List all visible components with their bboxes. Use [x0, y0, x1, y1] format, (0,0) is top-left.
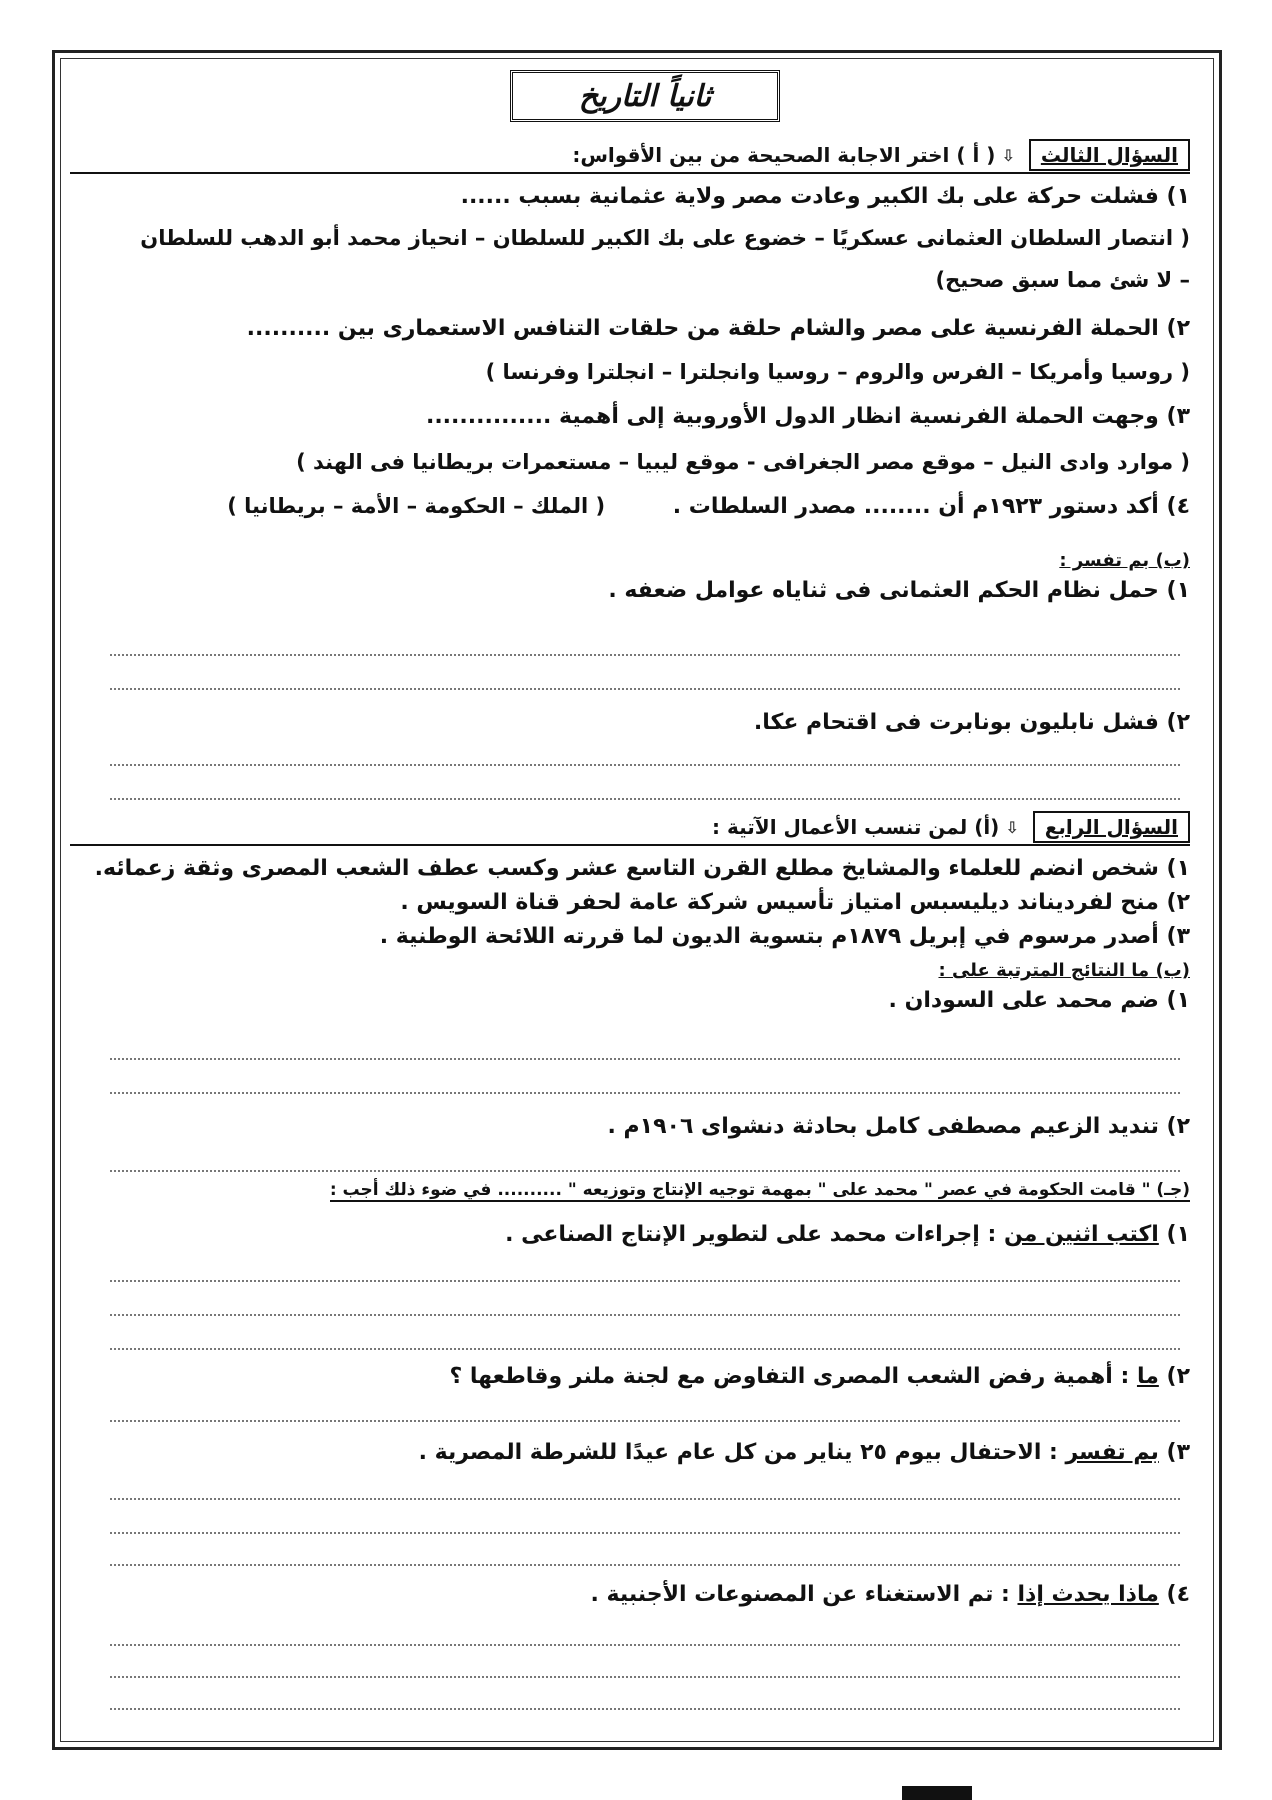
q3-item-2: ٢) الحملة الفرنسية على مصر والشام حلقة من حلقات التنافس الاستعمارى بين .......... [246, 316, 1190, 341]
answer-line [110, 1058, 1180, 1060]
answer-line [110, 688, 1180, 690]
page-corner-mark [902, 1786, 972, 1800]
q3-a-title: ( أ ) اختر الاجابة الصحيحة من بين الأقواس: [572, 143, 996, 167]
answer-line [110, 1644, 1180, 1646]
q4-c-item-2-key: ما [1136, 1364, 1159, 1389]
q3-item-2-options: ( روسيا وأمريكا – الفرس والروم – روسيا وانجلترا – انجلترا وفرنسا ) [485, 360, 1190, 384]
q4-c-item-1-text: : إجراءات محمد على لتطوير الإنتاج الصناعى . [505, 1222, 1004, 1247]
answer-line [110, 1348, 1180, 1350]
q4-item-3: ٣) أصدر مرسوم في إبريل ١٨٧٩م بتسوية الديون لما قررته اللائحة الوطنية . [379, 924, 1190, 949]
q4-c-item-4-key: ماذا يحدث إذا [1017, 1582, 1159, 1607]
q4-c-item-4 [70, 1582, 1190, 1607]
q4-c-item-4-text: : تم الاستغناء عن المصنوعات الأجنبية . [590, 1582, 1018, 1607]
item-number: ١) [1158, 1222, 1190, 1247]
q3-item-4-options: ( الملك – الحكومة – الأمة – بريطانيا ) [227, 494, 606, 518]
q4-item-1: ١) شخص انضم للعلماء والمشايخ مطلع القرن التاسع عشر وكسب عطف الشعب المصرى وثقة زعمائه. [94, 856, 1190, 881]
q4-item-2: ٢) منح لفرديناند ديليسبس امتياز تأسيس شركة عامة لحفر قناة السويس . [400, 890, 1190, 915]
q4-c-item-1 [70, 1222, 1190, 1247]
q4-label: السؤال الرابع [1033, 811, 1190, 843]
answer-line [110, 798, 1180, 800]
q4-b-item-1: ١) ضم محمد على السودان . [888, 988, 1190, 1013]
down-arrow-icon: ⇩ [1005, 817, 1019, 837]
q3-b-item-2: ٢) فشل نابليون بونابرت فى اقتحام عكا. [753, 710, 1190, 735]
q3-item-4 [70, 494, 1190, 519]
q4-header [70, 810, 1190, 846]
q3-label: السؤال الثالث [1029, 139, 1190, 171]
page-title: ثانياً التاريخ [510, 70, 780, 122]
q4-b-item-2: ٢) تنديد الزعيم مصطفى كامل بحادثة دنشواى ١٩٠٦م . [607, 1114, 1190, 1139]
q3-item-1-options-cont: – لا شئ مما سبق صحيح) [935, 268, 1190, 292]
q3-item-3-options: ( موارد وادى النيل – موقع مصر الجغرافى - موقع ليبيا – مستعمرات بريطانيا فى الهند ) [296, 450, 1190, 474]
answer-line [110, 764, 1180, 766]
q3-b-title: (ب) بم تفسر : [1059, 550, 1190, 571]
answer-line [110, 1092, 1180, 1094]
q3-item-3: ٣) وجهت الحملة الفرنسية انظار الدول الأوروبية إلى أهمية ............... [425, 404, 1190, 429]
answer-line [110, 1498, 1180, 1500]
answer-line [110, 1420, 1180, 1422]
answer-line [110, 1170, 1180, 1172]
answer-line [110, 1564, 1180, 1566]
q4-c-item-2 [70, 1364, 1190, 1389]
answer-line [110, 1532, 1180, 1534]
answer-line [110, 1314, 1180, 1316]
down-arrow-icon: ⇩ [1001, 145, 1015, 165]
q4-c-title: (جـ) " قامت الحكومة في عصر " محمد على " بمهمة توجيه الإنتاج وتوزيعه " .......... في ضوء ذلك أجب : [329, 1180, 1190, 1200]
answer-line [110, 1280, 1180, 1282]
q4-c-item-3-text: : الاحتفال بيوم ٢٥ يناير من كل عام عيدًا للشرطة المصرية . [418, 1440, 1066, 1465]
answer-line [110, 1708, 1180, 1710]
item-number: ٢) [1158, 1364, 1190, 1389]
q4-c-item-1-key: اكتب اثنين من [1003, 1222, 1159, 1247]
answer-line [110, 1676, 1180, 1678]
q4-a-title: (أ) لمن تنسب الأعمال الآتية : [712, 815, 1000, 839]
item-number: ٤) [1158, 1582, 1190, 1607]
q4-c-item-2-text: : أهمية رفض الشعب المصرى التفاوض مع لجنة ملنر وقاطعها ؟ [449, 1364, 1137, 1389]
q4-c-item-3-key: بم تفسر [1065, 1440, 1159, 1465]
exam-page [70, 58, 1200, 1738]
q3-item-4-text: ٤) أكد دستور ١٩٢٣م أن ........ مصدر السلطات . [672, 494, 1190, 519]
q3-header [70, 138, 1190, 174]
item-number: ٣) [1158, 1440, 1190, 1465]
q4-b-title: (ب) ما النتائج المترتبة على : [938, 960, 1190, 981]
answer-line [110, 654, 1180, 656]
q3-b-item-1: ١) حمل نظام الحكم العثمانى فى ثناياه عوامل ضعفه . [608, 578, 1190, 603]
q4-c-item-3 [70, 1440, 1190, 1465]
q3-item-1-options: ( انتصار السلطان العثمانى عسكريًا – خضوع على بك الكبير للسلطان – انحياز محمد أبو الدهب للسلطان [140, 226, 1190, 250]
q3-item-1: ١) فشلت حركة على بك الكبير وعادت مصر ولاية عثمانية بسبب ...... [460, 184, 1190, 209]
